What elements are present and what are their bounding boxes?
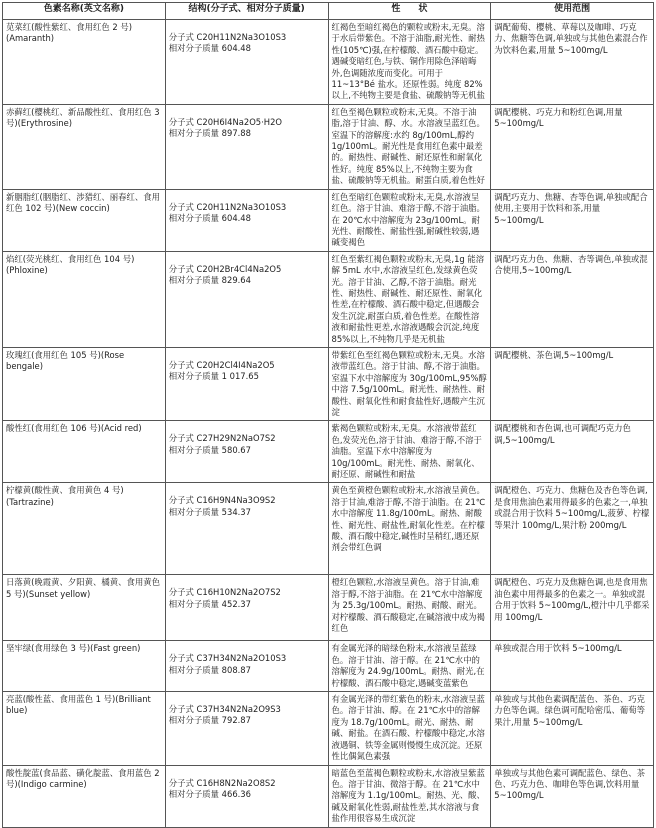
molecular-weight: 相对分子质量 452.37 (168, 598, 251, 609)
table-row (3, 692, 654, 765)
table-row (3, 20, 654, 105)
table-row (3, 483, 654, 575)
molecular-weight: 相对分子质量 1 017.65 (168, 371, 259, 382)
table-row (3, 251, 654, 347)
table-row (3, 104, 654, 189)
usage-cell: 调配樱桃和杏色调,也可调配巧克力色调,5~100mg/L (491, 421, 654, 483)
usage-cell: 调配樱桃、茶色调,5~100mg/L (491, 347, 654, 420)
usage-cell: 单独或与其他色素可调配蓝色、绿色、茶色、巧克力色、咖啡色等色调,饮料用量 5~100mg/L (491, 765, 654, 827)
pigment-name: 日落黄(晚霞黄、夕阳黄、橘黄、食用黄色 5 号)(Sunset yellow) (3, 575, 166, 641)
properties-cell: 红色至褐色颗粒或粉末,无臭。不溶于油脂,溶于甘油、醇、水。水溶液呈蓝红色。室温下的溶解度:水约 8g/100mL,醇约 1g/100mL。耐光性是食用红色素中最差的。耐热性、耐碱性、耐还原性和耐氧化性好。纯度 85%以上,不纯物主要为食盐、硫酸钠等无机盐。耐蛋白质,着色性好 (328, 104, 491, 189)
molecular-formula: 分子式 C27H29N2NaO7S2 (168, 433, 276, 444)
usage-cell: 调配巧克力色、焦糖、杏等调色,单独或混合使用,5~100mg/L (491, 251, 654, 347)
pigment-name: 酸性红(食用红色 106 号)(Acid red) (3, 421, 166, 483)
properties-cell: 有金属光泽的带红紫色的粉末,水溶液呈蓝色。溶于甘油、醇。在 21℃水中的溶解度为 18.7g/100mL。耐光、耐热、耐碱、耐盐。在酒石酸、柠檬酸中稳定,水溶液遇铜、铁等金属则慢慢生成沉淀。还原性比偶氮色素强 (328, 692, 491, 765)
header-usage: 使用范围 (491, 3, 654, 20)
structure-cell (165, 104, 328, 189)
table-row (3, 347, 654, 420)
structure-cell (165, 692, 328, 765)
pigment-name: 坚牢绿(食用绿色 3 号)(Fast green) (3, 641, 166, 692)
molecular-formula: 分子式 C20H11N2Na3O10S3 (168, 201, 287, 212)
table-row (3, 641, 654, 692)
properties-cell: 带紫红色至红褐色颗粒或粉末,无臭。水溶液带蓝红色。溶于甘油、醇,不溶于油脂。室温下水中溶解度为 30g/100mL,95%醇中溶 7.5g/100mL。耐光性、耐热性、耐酸性、耐氧化性和耐食盐性好,遇酸产生沉淀 (328, 347, 491, 420)
usage-cell: 调配巧克力、焦糖、杏等色调,单独或配合使用,主要用于饮料和茶,用量 5~100mg/L (491, 189, 654, 251)
molecular-formula: 分子式 C37H34N2Na2O9S3 (168, 704, 281, 715)
pigment-table (2, 2, 654, 828)
molecular-formula: 分子式 C20H6I4Na2O5·H2O (168, 116, 282, 127)
molecular-formula: 分子式 C16H9N4Na3O9S2 (168, 495, 276, 506)
structure-cell (165, 347, 328, 420)
pigment-name: 新胭脂红(胭脂红、涉猎红、丽春红、食用红色 102 号)(New coccin) (3, 189, 166, 251)
properties-cell: 黄色至黄橙色颗粒或粉末,水溶液呈黄色。溶于甘油,难溶于醇,不溶于油脂。在 21℃水中溶解度 11.8g/100mL。耐热、耐酸性、耐光性、耐盐性,耐氧化性差。在柠檬酸、酒石酸中稳定,碱性时呈稍红,遇还原剂会带红色调 (328, 483, 491, 575)
properties-cell: 橙红色颗粒,水溶液呈黄色。溶于甘油,难溶于醇,不溶于油脂。在 21℃水中溶解度为 25.3g/100mL。耐热、耐酸、耐光。对柠檬酸、酒石酸稳定,在碱溶液中成为褐红色 (328, 575, 491, 641)
molecular-formula: 分子式 C20H2Br4Cl4Na2O5 (168, 263, 282, 274)
structure-cell (165, 765, 328, 827)
molecular-weight: 相对分子质量 534.37 (168, 506, 251, 517)
properties-cell: 红褐色至暗红褐色的颗粒或粉末,无臭。溶于水后带紫色。不溶于油脂,耐光性、耐热性(105℃)强,在柠檬酸、酒石酸中稳定。遇碱变暗红色,与铁、铜作用除色泽暗晦外,色调随浓度而变化。可用于 11~13°Bé 盐水。还原性弱。纯度 82%以上,不纯物主要是食盐、硫酸钠等无机盐 (328, 20, 491, 105)
molecular-weight: 相对分子质量 604.48 (168, 213, 251, 224)
molecular-formula: 分子式 C20H2Cl4I4Na2O5 (168, 359, 275, 370)
molecular-weight: 相对分子质量 466.36 (168, 788, 251, 799)
pigment-name: 柠檬黄(酸性黄、食用黄色 4 号)(Tartrazine) (3, 483, 166, 575)
structure-cell (165, 575, 328, 641)
pigment-name: 酸性靛蓝(食品蓝、磺化靛蓝、食用蓝色 2 号)(Indigo carmine) (3, 765, 166, 827)
usage-cell: 调配橙色、巧克力、焦糖色及杏色等色调,是食用焦油色素用得最多的色素之一,单独或混合用于饮料 5~100mg/L,菠萝、柠檬等果汁 100mg/L,果汁粉 200mg/L (491, 483, 654, 575)
usage-cell: 单独或混合用于饮料 5~100mg/L (491, 641, 654, 692)
molecular-formula: 分子式 C37H34N2Na2O10S3 (168, 653, 287, 664)
table-row (3, 189, 654, 251)
usage-cell: 调配葡萄、樱桃、草莓以及咖啡、巧克力、焦糖等色调,单独或与其他色素混合作为饮料色素,用量 5~100mg/L (491, 20, 654, 105)
structure-cell (165, 189, 328, 251)
properties-cell: 紫褐色颗粒或粉末,无臭。水溶液带蓝红色,发荧光色,溶于甘油、难溶于醇,不溶于油脂。室温下水中溶解度为 10g/100mL。耐光性、耐热、耐氧化、耐还原、耐碱性和耐盐 (328, 421, 491, 483)
usage-cell: 调配樱桃、巧克力和粉红色调,用量 5~100mg/L (491, 104, 654, 189)
molecular-weight: 相对分子质量 829.64 (168, 275, 251, 286)
properties-cell: 暗蓝色至蓝褐色颗粒或粉末,水溶液呈紫蓝色。溶于甘油、微溶于醇。在 21℃水中溶解度为 1.1g/100mL。耐热、光、酸、碱及耐氧化性弱,耐盐性差,其水溶液与食盐作用很容易生成沉淀 (328, 765, 491, 827)
pigment-name: 玫瑰红(食用红色 105 号)(Rose bengale) (3, 347, 166, 420)
structure-cell (165, 251, 328, 347)
molecular-formula: 分子式 C16H10N2Na2O7S2 (168, 587, 281, 598)
molecular-weight: 相对分子质量 808.87 (168, 664, 251, 675)
molecular-formula: 分子式 C16H8N2Na2O8S2 (168, 777, 276, 788)
structure-cell (165, 421, 328, 483)
pigment-name: 亮蓝(酸性蓝、食用蓝色 1 号)(Brilliant blue) (3, 692, 166, 765)
header-properties: 性 状 (328, 3, 491, 20)
properties-cell: 红色至紫红褐色颗粒或粉末,无臭,1g 能溶解 5mL 水中,水溶液呈红色,发绿黄色荧光。溶于甘油、乙醇,不溶于油脂。耐光性、耐热性、耐碱性、耐还原性、耐氧化性差,在柠檬酸、酒石酸中稳定,但遇酸会发生沉淀,耐蛋白质,着色性差。在酸性溶液和耐盐性更差,水溶液遇酸会沉淀,纯度 85%以上,不纯物几乎是无机盐 (328, 251, 491, 347)
table-header-row (3, 3, 654, 20)
molecular-weight: 相对分子质量 580.67 (168, 444, 251, 455)
header-name: 色素名称(英文名称) (3, 3, 166, 20)
structure-cell (165, 20, 328, 105)
molecular-weight: 相对分子质量 604.48 (168, 43, 251, 54)
molecular-weight: 相对分子质量 792.87 (168, 715, 251, 726)
pigment-name: 焰红(荧光桃红、食用红色 104 号)(Phloxine) (3, 251, 166, 347)
usage-cell: 调配橙色、巧克力及焦糖色调,也是食用焦油色素中用得最多的色素之一。单独或混合用于饮料 5~100mg/L,橙汁中几乎都采用 100mg/L (491, 575, 654, 641)
molecular-formula: 分子式 C20H11N2Na3O10S3 (168, 32, 287, 42)
table-row (3, 421, 654, 483)
structure-cell (165, 483, 328, 575)
molecular-weight: 相对分子质量 897.88 (168, 128, 251, 139)
properties-cell: 红色至暗红色颗粒或粉末,无臭,水溶液呈红色。溶于甘油、难溶于醇,不溶于油脂。在 20℃水中溶解度为 23g/100mL。耐光性、耐酸性、耐盐性强,耐碱性较弱,遇碱变褐色 (328, 189, 491, 251)
header-structure: 结构(分子式、相对分子质量) (165, 3, 328, 20)
pigment-name: 苋菜红(酸性紫红、食用红色 2 号)(Amaranth) (3, 20, 166, 105)
table-row (3, 765, 654, 827)
table-row (3, 575, 654, 641)
usage-cell: 单独或与其他色素调配蓝色、茶色、巧克力色等色调。绿色调可配哈密瓜、葡萄等果汁,用量 5~100mg/L (491, 692, 654, 765)
properties-cell: 有金属光泽的暗绿色粉末,水溶液呈蓝绿色。溶于甘油、溶于醇。在 21℃水中的溶解度为 24.9g/100mL。耐热、耐光,在柠檬酸、酒石酸中稳定,遇碱变蓝紫色 (328, 641, 491, 692)
pigment-name: 赤藓红(樱桃红、新品酸性红、食用红色 3 号)(Erythrosine) (3, 104, 166, 189)
structure-cell (165, 641, 328, 692)
